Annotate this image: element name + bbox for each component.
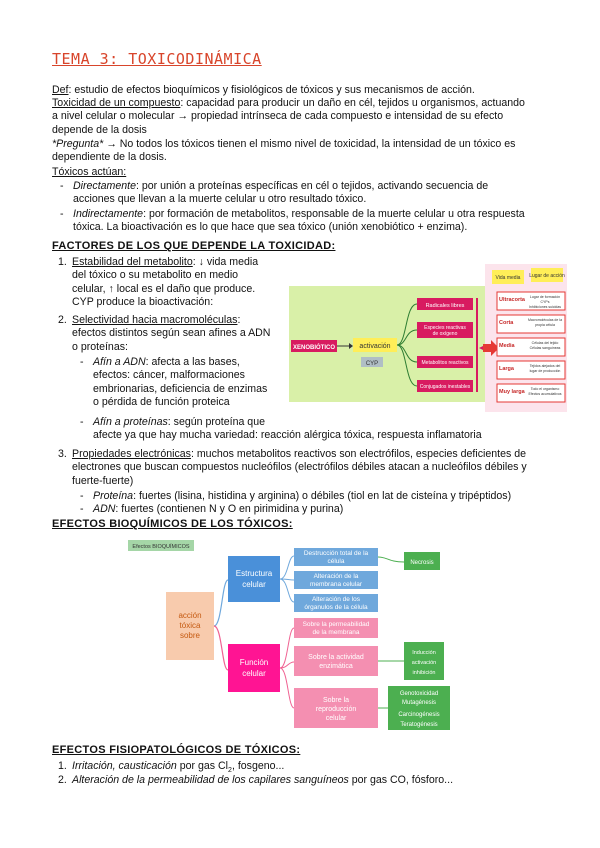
toxicidad-line3: depende de la dosis <box>52 123 147 136</box>
f-item-box <box>294 646 378 676</box>
f2-number: 2. <box>58 314 67 326</box>
fp2-text: Alteración de la permeabilidad de los capilares sanguíneos <box>72 774 349 786</box>
adn2-subitem <box>93 503 563 516</box>
e-item-text: órganulos de la célula <box>304 604 368 611</box>
fp2-number: 2. <box>58 774 67 786</box>
f3-item <box>72 448 567 488</box>
f2-label: Selectividad hacia macromoléculas <box>72 314 238 326</box>
fisiopatologicos-heading: EFECTOS FISIOPATOLÓGICOS DE TÓXICOS: <box>52 744 301 756</box>
directamente-label: Directamente <box>73 180 136 192</box>
funcion-text: Función <box>239 658 269 667</box>
f1-line3: celular, ↑ local es el daño que produce. <box>72 282 256 295</box>
indirectamente-line1: : por formación de metabolitos, responsable de la muerte celular u otra respuesta <box>143 208 525 220</box>
f-item-text: celular <box>325 715 347 722</box>
e-item-text: membrana celular <box>309 581 363 588</box>
stability-row-detail: Macromoléculas de la <box>527 318 563 322</box>
adn-sub-line4: o pérdida de función proteica <box>93 395 230 408</box>
directamente-item <box>73 180 553 207</box>
indirectamente-line2: tóxica. La bioactivación es lo que hace que sea tóxico (unión xenobiótico + enzima). <box>73 221 468 234</box>
fp1-number: 1. <box>58 760 67 772</box>
stability-row-detail: Inhibiciones suicidas <box>528 305 562 309</box>
indirectamente-item <box>73 208 563 235</box>
repro-text: Mutagénesis <box>401 700 437 706</box>
def-label: Def <box>52 84 69 96</box>
adn-sub-line2: efectos: cáncer, malformaciones <box>93 369 245 382</box>
fp1-end: , fosgeno... <box>231 760 285 772</box>
f1-label: Estabilidad del metabolito <box>72 256 193 268</box>
bioquimicos-heading: EFECTOS BIOQUÍMICOS DE LOS TÓXICOS: <box>52 518 293 530</box>
f2-line1: : <box>237 314 241 326</box>
stability-row-detail: Lugar de formación <box>529 295 561 299</box>
e-item-text: Alteración de la <box>313 573 359 580</box>
repro-text: Genotoxicidad <box>399 691 439 697</box>
branch-text: de oxígeno <box>432 331 458 337</box>
connector-line <box>378 557 404 562</box>
f-item-text: enzimática <box>319 663 353 670</box>
adn2-sub-text: : fuertes (contienen N y O en pirimidina y purina) <box>115 503 344 515</box>
bullet-dash: - <box>80 503 84 515</box>
stability-row-detail: Células sanguíneas <box>529 346 561 350</box>
stability-row-label: Corta <box>499 320 514 326</box>
diagram2-corner-text: Efectos BIOQUÍMICOS <box>132 544 190 550</box>
funcion-text: celular <box>242 669 266 678</box>
adn-sub-line1: : afecta a las bases, <box>145 356 240 368</box>
stability-row-detail: propia célula <box>535 323 555 327</box>
proteina-sub-text: : fuertes (lisina, histidina y arginina) o débiles (tiol en lat de cisteína y tripéptidos) <box>133 490 512 502</box>
adn2-sub-label: ADN <box>93 503 116 515</box>
fp2-rest: por gas CO, fósforo... <box>348 774 454 786</box>
f1-line2: del tóxico o su metabolito en medio <box>72 269 239 282</box>
root-text: acción <box>178 611 202 620</box>
prot-sub-line2: afecte ya que hay mucha variedad: reacción alérgica tóxica, respuesta inflamatoria <box>93 429 482 442</box>
proteina-sub-label: Proteína <box>93 490 134 502</box>
stability-row-detail: Efectos acumulativos <box>528 392 562 396</box>
prot-subitem <box>93 416 563 443</box>
f1-line1: : ↓ vida media <box>192 256 259 268</box>
stability-row-label: Larga <box>499 366 514 372</box>
toxicidad-line2: a nivel celular o molecular → propiedad intrínseca de cada compuesto e intensidad de su efecto <box>52 110 504 123</box>
branch-text: Conjugados inestables <box>419 384 471 390</box>
stability-row-label: Muy larga <box>499 389 525 395</box>
vida-media-text: Vida media <box>495 275 521 281</box>
metabolite-stability-diagram <box>287 264 567 412</box>
stability-row-detail: lugar de producción <box>529 369 561 373</box>
e-item-text: Alteración de los <box>311 596 361 603</box>
enz-text: activación <box>411 660 437 666</box>
estructura-text: Estructura <box>235 569 273 578</box>
directamente-line1: : por unión a proteínas específicas en cél o tejidos, activando secuencia de <box>136 180 489 192</box>
f3-number: 3. <box>58 448 67 460</box>
f1-number: 1. <box>58 256 67 268</box>
root-text: tóxica <box>179 621 201 630</box>
fp2-item <box>72 774 552 787</box>
pregunta-line1: → No todos los tóxicos tienen el mismo nivel de toxicidad, la intensidad de un tóxico es <box>103 138 516 150</box>
toxicidad-paragraph <box>52 97 557 137</box>
adn-sub-line3: embrionarias, deficiencia de enzimas <box>93 382 268 395</box>
f-item-text: Sobre la actividad <box>308 654 364 661</box>
f-item-text: Sobre la permeabilidad <box>302 621 370 628</box>
stability-row-detail: Células del tejido <box>531 341 559 345</box>
funcion-box <box>228 644 280 692</box>
f2-line2: efectos distintos según sean afines a ADN <box>72 327 271 340</box>
activacion-text: activación <box>359 343 391 350</box>
proteina-subitem <box>93 490 563 503</box>
def-text: : estudio de efectos bioquímicos y fisiológicos de tóxicos y sus mecanismos de acción. <box>68 84 475 96</box>
prot-sub-line1: : según proteína que <box>167 416 265 428</box>
branch-text: Metabolitos reactivos <box>421 360 469 366</box>
estructura-text: celular <box>242 580 266 589</box>
e-item-text: célula <box>327 558 345 565</box>
branch-text: Especies reactivas <box>424 325 466 331</box>
adn-subitem <box>93 356 303 409</box>
repro-text: Carcinogénesis <box>398 712 440 718</box>
definition-paragraph <box>52 84 557 97</box>
branch-text: Radicales libres <box>425 303 465 309</box>
f3-line3: fuerte-fuerte) <box>72 474 134 487</box>
stability-row-label: Media <box>499 343 515 349</box>
connector-line <box>280 556 294 579</box>
connector-line <box>280 579 294 602</box>
fp1-sub: 2 <box>228 767 232 775</box>
bullet-dash: - <box>80 356 84 368</box>
connector-line <box>214 626 228 670</box>
actuan-heading: Tóxicos actúan: <box>52 166 127 178</box>
f-item-text: Sobre la <box>322 697 350 704</box>
enz-text: inhibición <box>412 670 436 676</box>
fp1-rest: por gas Cl <box>176 760 229 772</box>
bullet-dash: - <box>80 490 84 502</box>
stability-row-detail: Tejidos alejados del <box>529 364 561 368</box>
bullet-dash: - <box>60 180 64 192</box>
necrosis-text: Necrosis <box>410 560 434 566</box>
directamente-line2: acciones que llevan a la muerte celular u otro resultado tóxico. <box>73 193 367 206</box>
connector-line <box>280 668 294 708</box>
lugar-accion-text: Lugar de acción <box>529 273 565 279</box>
root-text: sobre <box>179 631 201 640</box>
page-title: TEMA 3: TOXICODINÁMICA <box>52 50 262 68</box>
f3-line1: : muchos metabolitos reactivos son electrófilos, especies deficientes de <box>190 448 527 460</box>
stability-row-detail: Todo el organismo <box>530 387 560 391</box>
f3-label: Propiedades electrónicas <box>72 448 191 460</box>
pregunta-line2: dependiente de la dosis. <box>52 151 167 164</box>
prot-sub-label: Afín a proteínas <box>93 416 168 428</box>
stability-row-detail: CYPs <box>540 300 550 304</box>
f-item-text: de la membrana <box>312 629 360 636</box>
bullet-dash: - <box>60 208 64 220</box>
e-item-text: Destrucción total de la <box>303 550 369 557</box>
f1-item <box>72 256 297 309</box>
xenobiotico-text: XENOBIÓTICO <box>292 345 336 351</box>
f2-line3: o proteínas: <box>72 340 128 353</box>
f1-line4: CYP produce la bioactivación: <box>72 295 214 308</box>
f2-item <box>72 314 297 354</box>
adn-sub-label: Afín a ADN <box>93 356 146 368</box>
indirectamente-label: Indirectamente <box>73 208 144 220</box>
f-item-text: reproducción <box>315 706 357 713</box>
pregunta-paragraph <box>52 138 557 165</box>
connector-line <box>214 580 228 626</box>
estructura-box <box>228 556 280 602</box>
bullet-dash: - <box>80 416 84 428</box>
toxicidad-line1: : capacidad para producir un daño en cél, tejidos u organismos, actuando <box>180 97 525 109</box>
fp1-text: Irritación, causticación <box>72 760 177 772</box>
f3-line2: electrones que buscan compuestos nucleófilos (electrófilos débiles atacan a nucleófilos débiles y <box>72 461 527 474</box>
biochemical-effects-diagram <box>118 540 466 732</box>
repro-text: Teratogénesis <box>400 722 438 728</box>
toxicidad-label: Toxicidad de un compuesto <box>52 97 181 109</box>
stability-row-label: Ultracorta <box>499 297 525 303</box>
factores-heading: FACTORES DE LOS QUE DEPENDE LA TOXICIDAD: <box>52 240 336 252</box>
pregunta-label: *Pregunta* <box>52 138 104 150</box>
cyp-text: CYP <box>365 361 379 367</box>
enz-text: Inducción <box>412 650 436 656</box>
